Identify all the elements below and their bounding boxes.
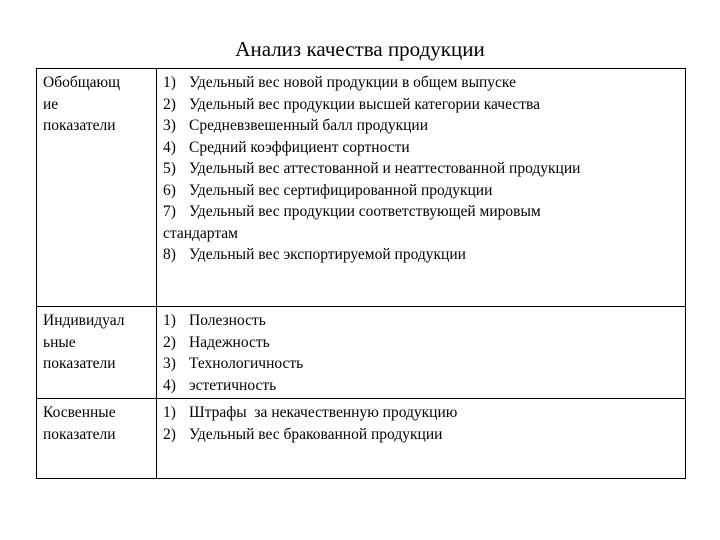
item-text: Технологичность [189,355,304,372]
list-item [163,180,681,202]
item-text: Полезность [189,312,266,329]
item-text: Удельный вес бракованной продукции [189,425,443,443]
list-item [163,402,681,424]
category-cell-general [37,69,157,307]
list-item [163,244,681,266]
item-text: эстетичность [189,376,277,394]
list-item [163,332,681,354]
category-label-line: Обобщающ [43,74,121,91]
item-number: 1) [163,404,176,421]
category-cell-individual [37,307,157,399]
table-row-individual [37,307,686,399]
category-cell-indirect [37,399,157,479]
item-number: 1) [163,74,176,91]
list-item [163,72,681,94]
table-row-indirect [37,399,686,479]
item-number: 6) [163,181,176,199]
item-text: Штрафы за некачественную продукцию [189,404,458,421]
table-row-general [37,69,686,307]
item-text-continuation: стандартам [163,224,238,242]
quality-analysis-table [36,68,686,479]
item-number: 2) [163,425,176,443]
items-cell-general [157,69,686,307]
item-text: Удельный вес продукции высшей категории качества [189,95,540,113]
category-label-line: показатели [43,425,116,443]
category-label-line: показатели [43,117,116,134]
item-text: Средневзвешенный балл продукции [189,117,429,134]
list-item [163,353,681,375]
items-cell-individual [157,307,686,399]
item-number: 3) [163,117,176,134]
list-item [163,115,681,137]
item-text: Удельный вес продукции соответствующей мировым [189,203,541,220]
item-text: Средний коэффициент сортности [189,138,410,156]
items-cell-indirect [157,399,686,479]
category-label-line: показатели [43,355,116,372]
page-title: Анализ качества продукции [235,37,485,61]
item-text: Удельный вес аттестованной и неаттестованной продукции [189,160,581,177]
category-label-line: Косвенные [43,404,116,421]
item-text: Удельный вес сертифицированной продукции [189,181,493,199]
list-item [163,201,681,223]
list-item [163,310,681,332]
item-number: 1) [163,312,176,329]
list-item [163,94,681,116]
item-number: 8) [163,246,176,263]
item-text: Надежность [189,333,270,351]
list-item [163,137,681,159]
item-number: 2) [163,95,176,113]
item-number: 2) [163,333,176,351]
category-label-line: ьные [43,333,76,351]
item-number: 4) [163,138,176,156]
list-item [163,375,681,397]
item-number: 7) [163,203,176,220]
category-label-line: ие [43,95,59,113]
item-number: 5) [163,160,176,177]
category-label-line: Индивидуал [43,312,125,329]
item-text: Удельный вес экспортируемой продукции [189,246,466,263]
list-item [163,424,681,446]
item-number: 4) [163,376,176,394]
item-number: 3) [163,355,176,372]
item-text: Удельный вес новой продукции в общем выпуске [189,74,516,91]
list-item [163,158,681,180]
